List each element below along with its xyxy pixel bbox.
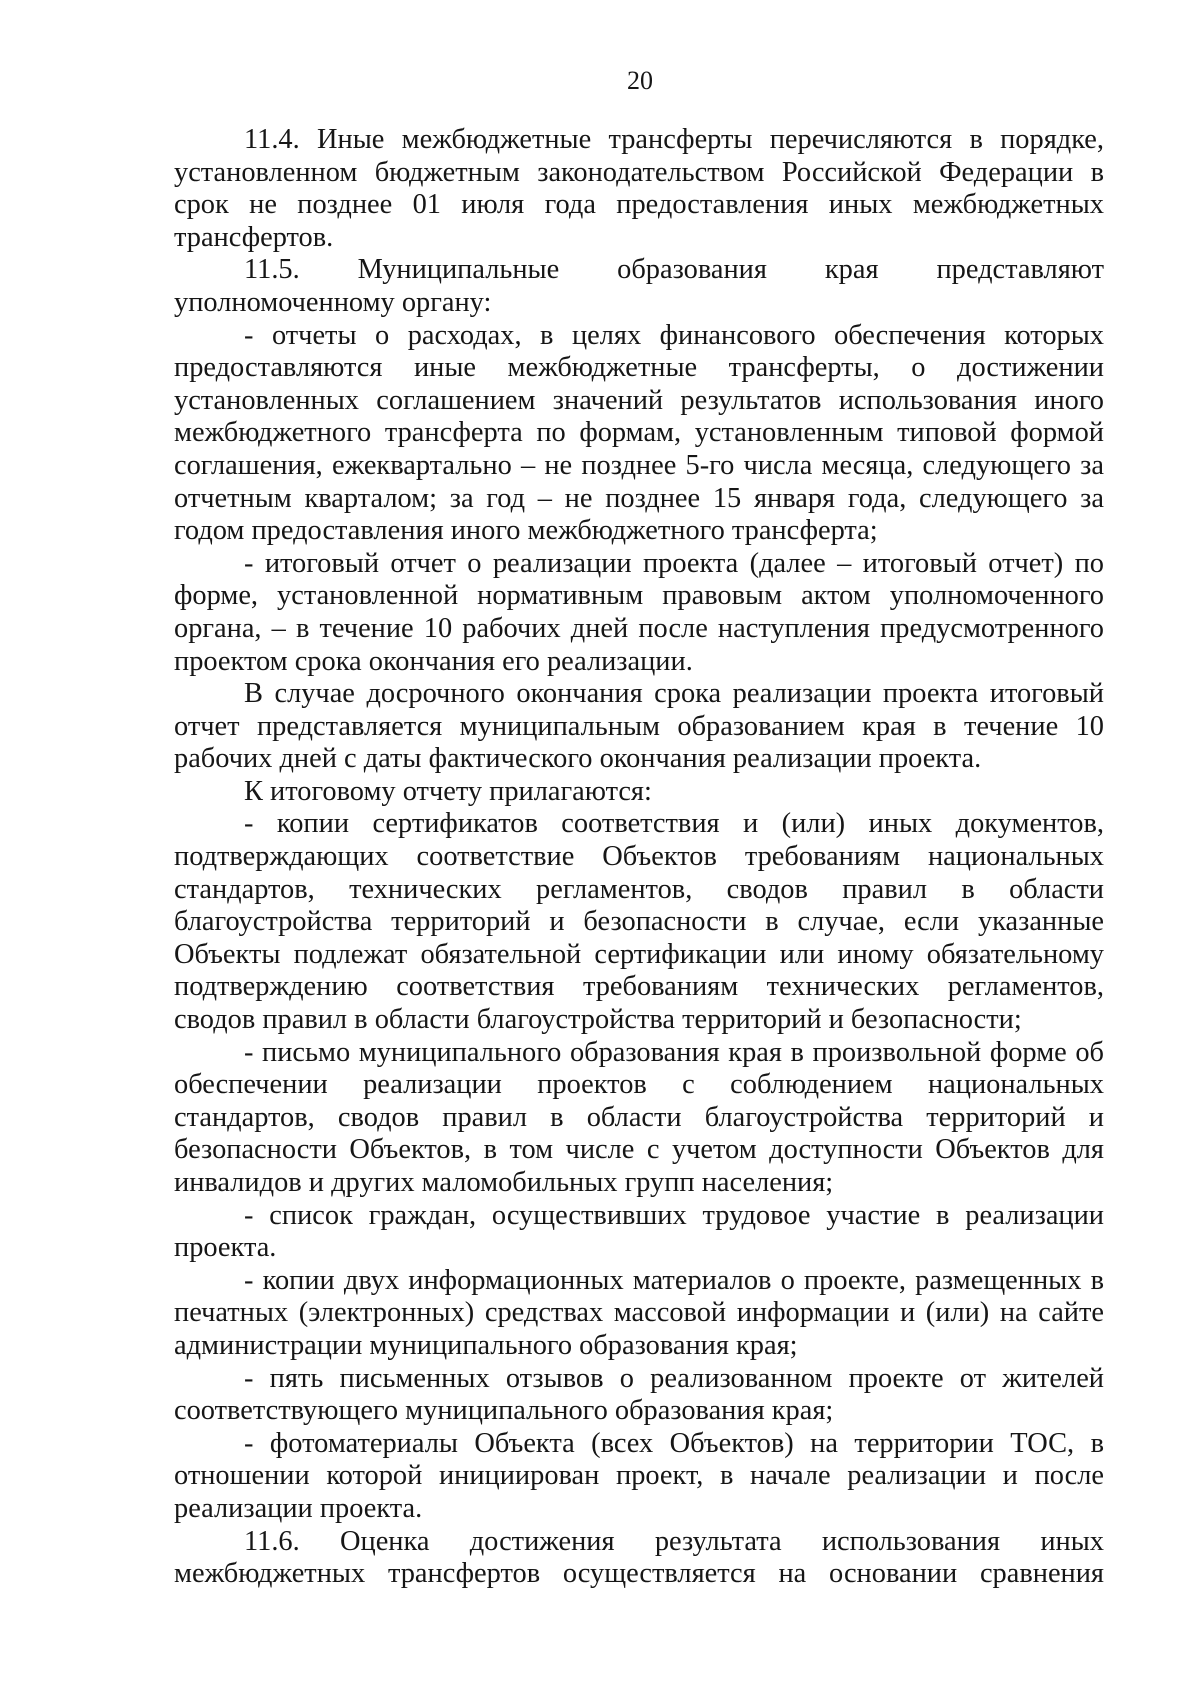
list-item-certificate-copies: - копии сертификатов соответствия и (или) иных документов, подтверждающих соответствие Объектов требованиям национальных стандартов, технических регламентов, сводов правил в области благоустройства территорий и безопасности в случае, если указанные Объекты подлежат обязательной сертификации или иному обязательному подтверждению соответствия требованиям технических регламентов, сводов правил в области благоустройства территорий и безопасности;	[174, 808, 1104, 1036]
page-number: 20	[627, 66, 653, 95]
paragraph-11-4: 11.4. Иные межбюджетные трансферты перечисляются в порядке, установленном бюджетным законодательством Российской Федерации в срок не позднее 01 июля года предоставления иных межбюджетных трансфертов.	[174, 124, 1104, 253]
paragraph-early-completion: В случае досрочного окончания срока реализации проекта итоговый отчет представляется муниципальным образованием края в течение 10 рабочих дней с даты фактического окончания реализации проекта.	[174, 678, 1104, 775]
paragraph-attachments-intro: К итоговому отчету прилагаются:	[244, 775, 652, 807]
list-item-media-copies: - копии двух информационных материалов о проекте, размещенных в печатных (электронных) средствах массовой информации и (или) на сайте администрации муниципального образования края;	[174, 1264, 1104, 1361]
list-item-citizens-list: - список граждан, осуществивших трудовое участие в реализации проекта.	[174, 1199, 1104, 1264]
list-item-municipal-letter: - письмо муниципального образования края в произвольной форме об обеспечении реализации проектов с соблюдением национальных стандартов, сводов правил в области благоустройства территорий и безопасности Объектов, в том числе с учетом доступности Объектов для инвалидов и других маломобильных групп населения;	[174, 1036, 1104, 1198]
paragraph-11-6: 11.6. Оценка достижения результата использования иных межбюджетных трансфертов осуществляется на основании сравнения	[174, 1525, 1104, 1590]
document-body	[174, 124, 1104, 1591]
paragraph-11-5: 11.5. Муниципальные образования края представляют уполномоченному органу:	[174, 254, 1104, 318]
list-item-photo-materials: - фотоматериалы Объекта (всех Объектов) на территории ТОС, в отношении которой инициирован проект, в начале реализации и после реализации проекта.	[174, 1427, 1104, 1524]
list-item-resident-reviews: - пять письменных отзывов о реализованном проекте от жителей соответствующего муниципального образования края;	[174, 1362, 1104, 1427]
list-item-final-report: - итоговый отчет о реализации проекта (далее – итоговый отчет) по форме, установленной нормативным правовым актом уполномоченного органа, – в течение 10 рабочих дней после наступления предусмотренного проектом срока окончания его реализации.	[174, 547, 1104, 677]
list-item-expense-reports: - отчеты о расходах, в целях финансового обеспечения которых предоставляются иные межбюджетные трансферты, о достижении установленных соглашением значений результатов использования иного межбюджетного трансферта по формам, установленным типовой формой соглашения, ежеквартально – не позднее 5-го числа месяца, следующего за отчетным кварталом; за год – не позднее 15 января года, следующего за годом предоставления иного межбюджетного трансферта;	[174, 319, 1104, 547]
